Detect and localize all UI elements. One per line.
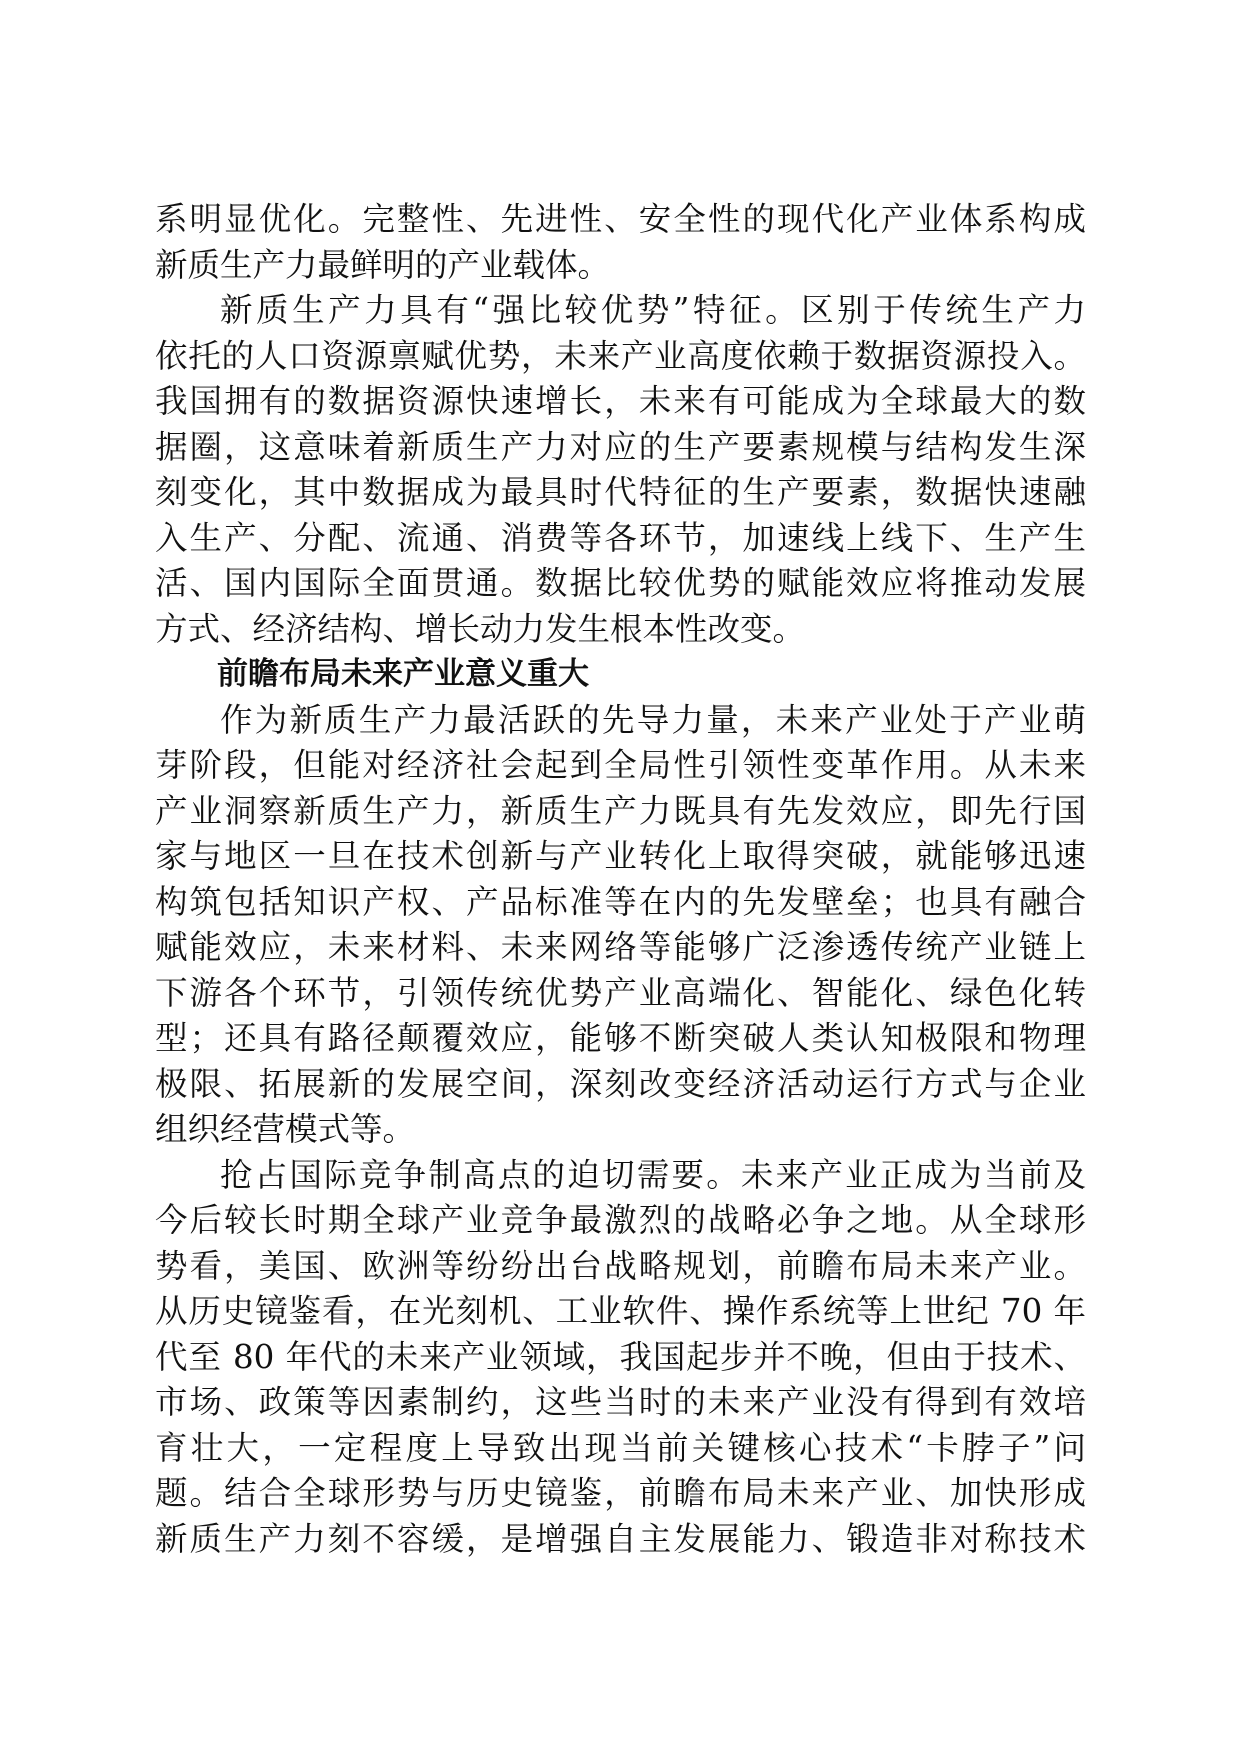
- section-heading: 前瞻布局未来产业意义重大: [217, 656, 589, 692]
- document-page: [155, 197, 1086, 1562]
- paragraph-2: [155, 288, 1086, 652]
- paragraph-3: [155, 698, 1086, 1153]
- text-line: 从历史镜鉴看，在光刻机、工业软件、操作系统等上世纪 70 年: [155, 1292, 1086, 1330]
- text-line: 活、国内国际全面贯通。数据比较优势的赋能效应将推动发展: [155, 564, 1086, 602]
- text-line: 下游各个环节，引领传统优势产业高端化、智能化、绿色化转: [155, 973, 1086, 1012]
- text-line: 方式、经济结构、增长动力发生根本性改变。: [155, 609, 806, 648]
- text-line: 题。结合全球形势与历史镜鉴，前瞻布局未来产业、加快形成: [155, 1474, 1086, 1512]
- text-line: 代至 80 年代的未来产业领域，我国起步并不晚，但由于技术、: [155, 1337, 1086, 1376]
- text-line: 市场、政策等因素制约，这些当时的未来产业没有得到有效培: [155, 1383, 1086, 1421]
- text-line: 我国拥有的数据资源快速增长，未来有可能成为全球最大的数: [155, 382, 1086, 420]
- text-line: 今后较长时期全球产业竞争最激烈的战略必争之地。从全球形: [155, 1201, 1086, 1239]
- text-line: 组织经营模式等。: [155, 1110, 416, 1148]
- paragraph-4: [155, 1153, 1086, 1563]
- text-line: 育壮大，一定程度上导致出现当前关键核心技术“卡脖子”问: [155, 1428, 1086, 1467]
- text-line: 据圈，这意味着新质生产力对应的生产要素规模与结构发生深: [155, 427, 1086, 466]
- text-line: 依托的人口资源禀赋优势，未来产业高度依赖于数据资源投入。: [155, 336, 1086, 375]
- text-line: 家与地区一旦在技术创新与产业转化上取得突破，就能够迅速: [155, 837, 1086, 875]
- text-line: 势看，美国、欧洲等纷纷出台战略规划，前瞻布局未来产业。: [155, 1246, 1086, 1285]
- text-line: 新质生产力具有“强比较优势”特征。区别于传统生产力: [220, 291, 1086, 329]
- text-line: 抢占国际竞争制高点的迫切需要。未来产业正成为当前及: [220, 1155, 1086, 1194]
- text-line: 作为新质生产力最活跃的先导力量，未来产业处于产业萌: [220, 700, 1086, 739]
- text-line: 赋能效应，未来材料、未来网络等能够广泛渗透传统产业链上: [155, 928, 1086, 966]
- text-line: 型；还具有路径颠覆效应，能够不断突破人类认知极限和物理: [155, 1019, 1086, 1057]
- text-line: 芽阶段，但能对经济社会起到全局性引领性变革作用。从未来: [155, 746, 1086, 784]
- text-line: 产业洞察新质生产力，新质生产力既具有先发效应，即先行国: [155, 791, 1086, 830]
- text-line: 刻变化，其中数据成为最具时代特征的生产要素，数据快速融: [155, 473, 1086, 511]
- text-line: 构筑包括知识产权、产品标准等在内的先发壁垒；也具有融合: [155, 882, 1086, 921]
- text-line: 新质生产力最鲜明的产业载体。: [155, 245, 611, 284]
- paragraph-1: [155, 197, 1086, 288]
- text-line: 新质生产力刻不容缓，是增强自主发展能力、锻造非对称技术: [155, 1519, 1086, 1558]
- text-line: 极限、拓展新的发展空间，深刻改变经济活动运行方式与企业: [155, 1064, 1086, 1103]
- text-line: 入生产、分配、流通、消费等各环节，加速线上线下、生产生: [155, 518, 1086, 557]
- text-line: 系明显优化。完整性、先进性、安全性的现代化产业体系构成: [155, 200, 1086, 238]
